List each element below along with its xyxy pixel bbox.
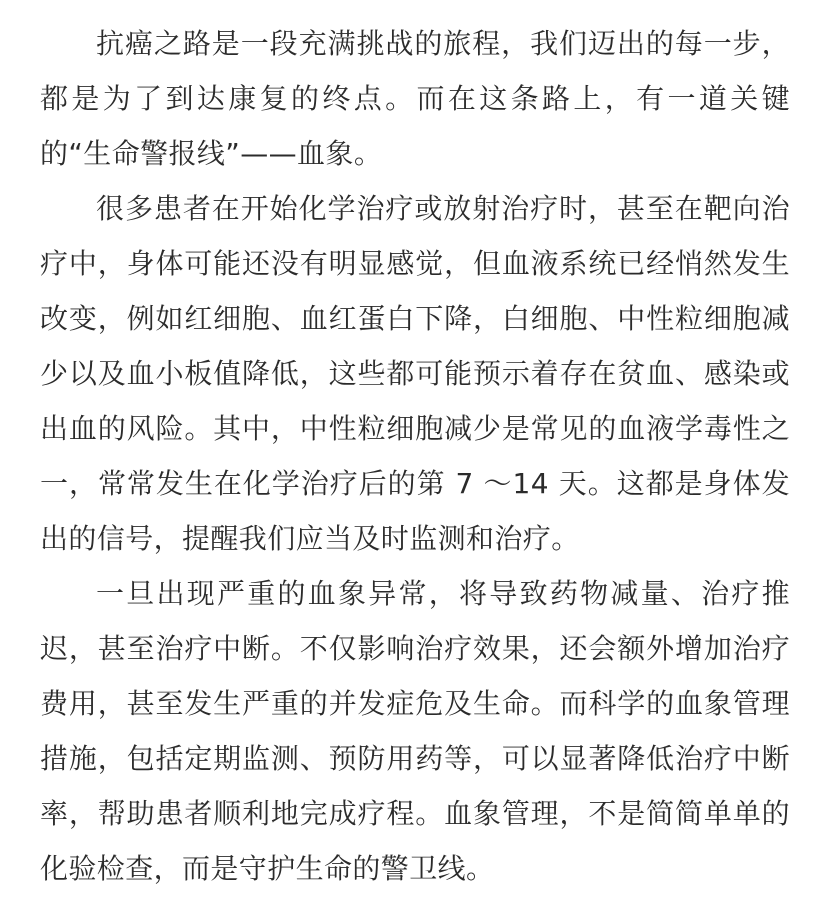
- paragraph-management: 一旦出现严重的血象异常，将导致药物减量、治疗推迟，甚至治疗中断。不仅影响治疗效果，还会额外增加治疗费用，甚至发生严重的并发症危及生命。而科学的血象管理措施，包括定期监测、预防用药等，可以显著降低治疗中断率，帮助患者顺利地完成疗程。血象管理，不是简简单单的化验检查，而是守护生命的警卫线。: [40, 577, 790, 885]
- paragraph-intro: 抗癌之路是一段充满挑战的旅程，我们迈出的每一步，都是为了到达康复的终点。而在这条路上，有一道关键的“生命警报线”——血象。: [40, 27, 790, 170]
- article-body: [40, 16, 790, 896]
- paragraph-blood-changes: 很多患者在开始化学治疗或放射治疗时，甚至在靶向治疗中，身体可能还没有明显感觉，但血液系统已经悄然发生改变，例如红细胞、血红蛋白下降，白细胞、中性粒细胞减少以及血小板值降低，这些都可能预示着存在贫血、感染或出血的风险。其中，中性粒细胞减少是常见的血液学毒性之一，常常发生在化学治疗后的第 7 ～14 天。这都是身体发出的信号，提醒我们应当及时监测和治疗。: [40, 192, 790, 555]
